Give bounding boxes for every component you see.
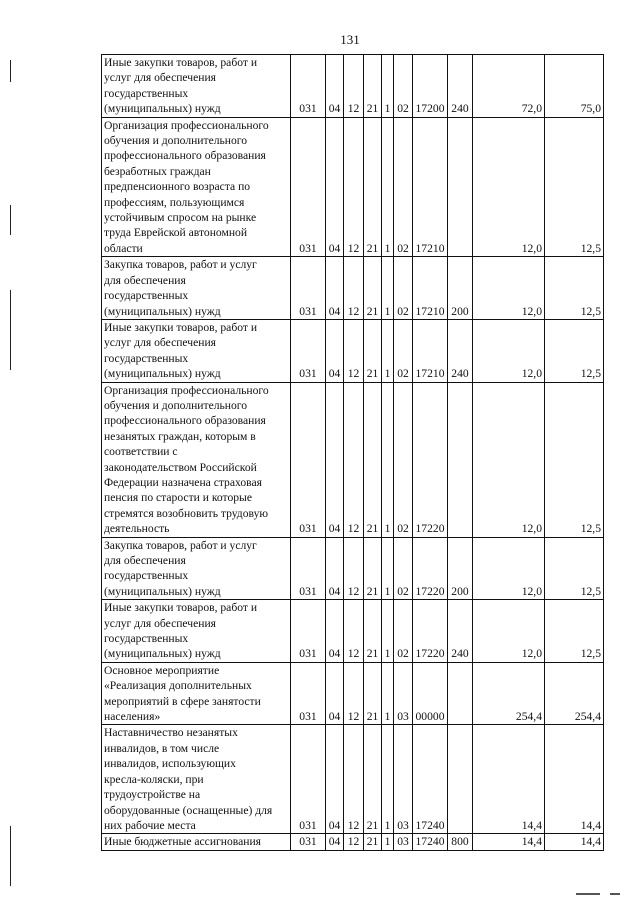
cell-item-name (102, 834, 291, 850)
table-row (102, 537, 604, 600)
item-name-line: профессионального образования (104, 149, 266, 163)
item-name-line: Организация профессионального (104, 383, 269, 397)
item-name-line: для обеспечения (104, 273, 186, 287)
cell-section-code: 04 (326, 600, 344, 663)
cell-program-code: 21 (364, 55, 382, 118)
scan-margin-mark (10, 60, 11, 82)
item-name-line: предпенсионного возраста по (104, 180, 251, 194)
cell-program-code: 21 (364, 725, 382, 834)
cell-amount-year-1: 12,0 (473, 600, 545, 663)
cell-ministry-code: 031 (291, 319, 326, 382)
cell-expense-type-code (448, 382, 473, 537)
cell-direction-code: 17240 (413, 725, 448, 834)
cell-program-code: 21 (364, 117, 382, 257)
cell-event-code: 02 (394, 537, 413, 600)
table-row (102, 662, 604, 725)
item-name-line: них рабочие места (104, 818, 196, 832)
cell-expense-type-code (448, 117, 473, 257)
budget-table (101, 54, 604, 851)
cell-amount-year-2: 14,4 (545, 834, 604, 850)
cell-expense-type-code (448, 725, 473, 834)
cell-subsection-code: 12 (344, 55, 364, 118)
scan-margin-mark (10, 826, 11, 886)
item-name-line: Наставничество незанятых (104, 726, 238, 740)
item-name-line: Закупка товаров, работ и услуг (104, 258, 257, 272)
item-name-line: обучения и дополнительного (104, 398, 248, 412)
item-name-line: соответствии с (104, 445, 178, 459)
cell-direction-code: 17240 (413, 834, 448, 850)
cell-direction-code: 17220 (413, 600, 448, 663)
cell-subprogram-code: 1 (382, 382, 394, 537)
table-row (102, 382, 604, 537)
item-name-line: государственных (104, 632, 189, 646)
cell-amount-year-1: 12,0 (473, 319, 545, 382)
cell-event-code: 02 (394, 117, 413, 257)
cell-program-code: 21 (364, 662, 382, 725)
item-name-line: (муниципальных) нужд (104, 647, 221, 661)
item-name-line: услуг для обеспечения (104, 616, 216, 630)
item-name-line: услуг для обеспечения (104, 71, 216, 85)
cell-amount-year-1: 12,0 (473, 537, 545, 600)
cell-subprogram-code: 1 (382, 725, 394, 834)
cell-program-code: 21 (364, 319, 382, 382)
cell-direction-code: 17200 (413, 55, 448, 118)
cell-ministry-code: 031 (291, 725, 326, 834)
table-row (102, 834, 604, 850)
cell-amount-year-2: 75,0 (545, 55, 604, 118)
cell-section-code: 04 (326, 382, 344, 537)
cell-ministry-code: 031 (291, 382, 326, 537)
cell-amount-year-1: 72,0 (473, 55, 545, 118)
cell-amount-year-2: 12,5 (545, 117, 604, 257)
cell-subsection-code: 12 (344, 319, 364, 382)
item-name-line: Основное мероприятие (104, 663, 220, 677)
cell-subsection-code: 12 (344, 257, 364, 320)
cell-section-code: 04 (326, 834, 344, 850)
item-name-line: Иные бюджетные ассигнования (104, 835, 261, 849)
cell-direction-code: 17210 (413, 319, 448, 382)
cell-program-code: 21 (364, 600, 382, 663)
item-name-line: Иные закупки товаров, работ и (104, 56, 258, 69)
table-row (102, 319, 604, 382)
item-name-line: профессионального образования (104, 414, 266, 428)
item-name-line: области (104, 241, 143, 255)
cell-event-code: 03 (394, 662, 413, 725)
item-name-line: для обеспечения (104, 554, 186, 567)
cell-subsection-code: 12 (344, 537, 364, 600)
item-name-line: устойчивым спросом на рынке (104, 211, 257, 225)
item-name-line: Закупка товаров, работ и услуг (104, 538, 257, 552)
item-name-line: профессиям, пользующимся (104, 195, 245, 209)
cell-subprogram-code: 1 (382, 257, 394, 320)
cell-subprogram-code: 1 (382, 834, 394, 850)
scan-margin-mark (10, 205, 11, 235)
cell-subprogram-code: 1 (382, 319, 394, 382)
item-name-line: обучения и дополнительного (104, 134, 248, 148)
cell-item-name (102, 257, 291, 320)
item-name-line: трудоустройстве на (104, 788, 201, 802)
cell-amount-year-1: 14,4 (473, 834, 545, 850)
scan-speck (610, 893, 620, 895)
cell-ministry-code: 031 (291, 600, 326, 663)
cell-program-code: 21 (364, 537, 382, 600)
cell-amount-year-1: 12,0 (473, 117, 545, 257)
item-name-line: законодательством Российской (104, 460, 257, 474)
cell-ministry-code: 031 (291, 117, 326, 257)
cell-program-code: 21 (364, 257, 382, 320)
item-name-line: инвалидов, использующих (104, 757, 236, 771)
item-name-line: «Реализация дополнительных (104, 679, 252, 693)
item-name-line: незанятых граждан, которым в (104, 429, 256, 443)
item-name-line: инвалидов, в том числе (104, 741, 220, 755)
cell-ministry-code: 031 (291, 537, 326, 600)
cell-subsection-code: 12 (344, 382, 364, 537)
cell-subprogram-code: 1 (382, 537, 394, 600)
cell-item-name (102, 537, 291, 600)
item-name-line: безработных граждан (104, 164, 211, 178)
item-name-line: мероприятий в сфере занятости (104, 694, 261, 708)
cell-subsection-code: 12 (344, 600, 364, 663)
cell-amount-year-2: 254,4 (545, 662, 604, 725)
item-name-line: кресла-коляски, при (104, 772, 204, 786)
cell-subsection-code: 12 (344, 662, 364, 725)
scan-speck (576, 893, 600, 895)
cell-item-name (102, 55, 291, 118)
cell-subsection-code: 12 (344, 834, 364, 850)
table-row (102, 257, 604, 320)
item-name-line: Иные закупки товаров, работ и (104, 601, 258, 615)
cell-direction-code: 17210 (413, 117, 448, 257)
cell-expense-type-code: 240 (448, 600, 473, 663)
cell-expense-type-code: 240 (448, 319, 473, 382)
cell-section-code: 04 (326, 662, 344, 725)
cell-section-code: 04 (326, 725, 344, 834)
cell-subsection-code: 12 (344, 117, 364, 257)
cell-event-code: 02 (394, 600, 413, 663)
table-row (102, 55, 604, 118)
item-name-line: (муниципальных) нужд (104, 367, 221, 381)
item-name-line: Федерации назначена страховая (104, 475, 262, 489)
table-row (102, 725, 604, 834)
table-row (102, 600, 604, 663)
cell-expense-type-code: 800 (448, 834, 473, 850)
item-name-line: (муниципальных) нужд (104, 102, 221, 116)
cell-event-code: 02 (394, 257, 413, 320)
item-name-line: оборудованные (оснащенные) для (104, 803, 273, 817)
cell-item-name (102, 600, 291, 663)
cell-expense-type-code (448, 662, 473, 725)
item-name-line: деятельность (104, 522, 170, 536)
cell-amount-year-2: 12,5 (545, 257, 604, 320)
cell-event-code: 03 (394, 834, 413, 850)
cell-subprogram-code: 1 (382, 662, 394, 725)
scan-margin-mark (10, 290, 11, 370)
cell-ministry-code: 031 (291, 55, 326, 118)
cell-subprogram-code: 1 (382, 117, 394, 257)
cell-ministry-code: 031 (291, 834, 326, 850)
cell-expense-type-code: 240 (448, 55, 473, 118)
cell-amount-year-2: 12,5 (545, 537, 604, 600)
cell-subsection-code: 12 (344, 725, 364, 834)
item-name-line: государственных (104, 569, 189, 583)
cell-section-code: 04 (326, 55, 344, 118)
cell-amount-year-1: 254,4 (473, 662, 545, 725)
cell-section-code: 04 (326, 117, 344, 257)
cell-amount-year-1: 12,0 (473, 382, 545, 537)
cell-event-code: 03 (394, 725, 413, 834)
cell-direction-code: 17210 (413, 257, 448, 320)
item-name-line: Иные закупки товаров, работ и (104, 320, 258, 334)
item-name-line: государственных (104, 289, 189, 303)
item-name-line: государственных (104, 86, 189, 100)
item-name-line: стремятся возобновить трудовую (104, 506, 269, 520)
cell-subprogram-code: 1 (382, 600, 394, 663)
item-name-line: (муниципальных) нужд (104, 304, 221, 318)
item-name-line: Организация профессионального (104, 118, 269, 132)
cell-item-name (102, 319, 291, 382)
item-name-line: (муниципальных) нужд (104, 584, 221, 598)
cell-direction-code: 17220 (413, 537, 448, 600)
cell-ministry-code: 031 (291, 662, 326, 725)
cell-direction-code: 17220 (413, 382, 448, 537)
cell-program-code: 21 (364, 834, 382, 850)
cell-expense-type-code: 200 (448, 257, 473, 320)
cell-item-name (102, 382, 291, 537)
cell-item-name (102, 117, 291, 257)
cell-amount-year-2: 12,5 (545, 319, 604, 382)
cell-section-code: 04 (326, 319, 344, 382)
cell-item-name (102, 725, 291, 834)
table-row (102, 117, 604, 257)
cell-ministry-code: 031 (291, 257, 326, 320)
cell-event-code: 02 (394, 382, 413, 537)
cell-amount-year-2: 12,5 (545, 382, 604, 537)
item-name-line: услуг для обеспечения (104, 336, 216, 350)
cell-subprogram-code: 1 (382, 55, 394, 118)
page-number: 131 (340, 32, 360, 47)
item-name-line: труда Еврейской автономной (104, 226, 248, 240)
cell-amount-year-2: 12,5 (545, 600, 604, 663)
cell-direction-code: 00000 (413, 662, 448, 725)
cell-amount-year-1: 12,0 (473, 257, 545, 320)
item-name-line: населения» (104, 710, 161, 724)
item-name-line: государственных (104, 351, 189, 365)
cell-expense-type-code: 200 (448, 537, 473, 600)
cell-item-name (102, 662, 291, 725)
table-body (102, 55, 604, 851)
cell-program-code: 21 (364, 382, 382, 537)
cell-event-code: 02 (394, 319, 413, 382)
cell-amount-year-2: 14,4 (545, 725, 604, 834)
cell-event-code: 02 (394, 55, 413, 118)
item-name-line: пенсия по старости и которые (104, 491, 252, 505)
cell-section-code: 04 (326, 257, 344, 320)
cell-section-code: 04 (326, 537, 344, 600)
cell-amount-year-1: 14,4 (473, 725, 545, 834)
